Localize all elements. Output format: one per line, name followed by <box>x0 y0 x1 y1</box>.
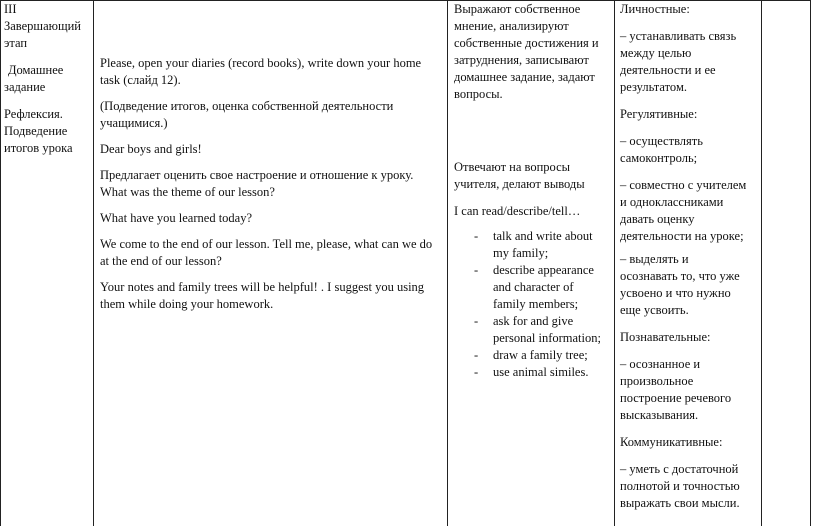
personal-heading: Личностные: <box>620 2 690 16</box>
reflection-label: Рефлексия. Подведение итогов урока <box>4 107 73 155</box>
regulatory-item-3: – выделять и осознавать то, что уже усвоено и что нужно еще усвоить. <box>620 252 740 317</box>
regulatory-heading: Регулятивные: <box>620 107 698 121</box>
student-intro: Выражают собственное мнение, анализируют собственные достижения и затруднения, записывают домашнее задание, задают вопросы. <box>454 2 599 101</box>
summary-note: (Подведение итогов, оценка собственной деятельности учащимися.) <box>100 99 394 130</box>
cognitive-item: – осознанное и произвольное построение речевого высказывания. <box>620 357 732 422</box>
cognitive-heading: Познавательные: <box>620 330 711 344</box>
learned-question: What have you learned today? <box>100 211 253 225</box>
can-statement: I can read/describe/tell… <box>454 204 581 218</box>
bullet-dash: - <box>474 314 479 328</box>
list-item: - talk and write about my family; <box>474 229 593 260</box>
column-divider-3 <box>614 0 615 526</box>
stage-cell <box>4 1 90 157</box>
communicative-heading: Коммуникативные: <box>620 435 723 449</box>
list-item: - use animal similes. <box>474 365 589 379</box>
bullet-dash: - <box>474 348 479 362</box>
list-item: - describe appearance and character of family members; <box>474 263 594 311</box>
regulatory-item-1: – осуществлять самоконтроль; <box>620 134 703 165</box>
student-answers: Отвечают на вопросы учителя, делают выводы <box>454 160 585 191</box>
list-item: - ask for and give personal information; <box>474 314 601 345</box>
homework-label: Домашнее задание <box>4 63 64 94</box>
list-item: - draw a family tree; <box>474 348 588 362</box>
bullet-dash: - <box>474 263 479 277</box>
greeting: Dear boys and girls! <box>100 142 202 156</box>
personal-item: – устанавливать связь между целью деятельности и ее результатом. <box>620 29 737 94</box>
communicative-item: – уметь с достаточной полнотой и точностью выражать свои мысли. <box>620 462 740 510</box>
end-of-lesson-question: We come to the end of our lesson. Tell me, please, what can we do at the end of our lesson? <box>100 237 433 268</box>
table-right-border <box>810 0 811 526</box>
regulatory-item-2: – совместно с учителем и одноклассниками давать оценку деятельности на уроке; <box>620 178 747 243</box>
column-divider-4 <box>761 0 762 526</box>
mood-question: Предлагает оценить свое настроение и отношение к уроку. What was the theme of our lesson? <box>100 168 414 199</box>
stage-title: III Завершающий этап <box>4 2 81 50</box>
column-divider-1 <box>93 0 94 526</box>
skills-list <box>454 228 612 381</box>
column-divider-2 <box>447 0 448 526</box>
bullet-dash: - <box>474 365 479 379</box>
table-left-border <box>0 0 1 526</box>
teacher-activity-cell <box>100 55 445 313</box>
homework-instruction: Please, open your diaries (record books), write down your home task (слайд 12). <box>100 56 422 87</box>
student-activity-cell <box>454 1 612 381</box>
homework-suggestion: Your notes and family trees will be helpful! . I suggest you using them while doing your homework. <box>100 280 425 311</box>
bullet-dash: - <box>474 229 479 243</box>
learning-outcomes-cell <box>620 1 756 512</box>
